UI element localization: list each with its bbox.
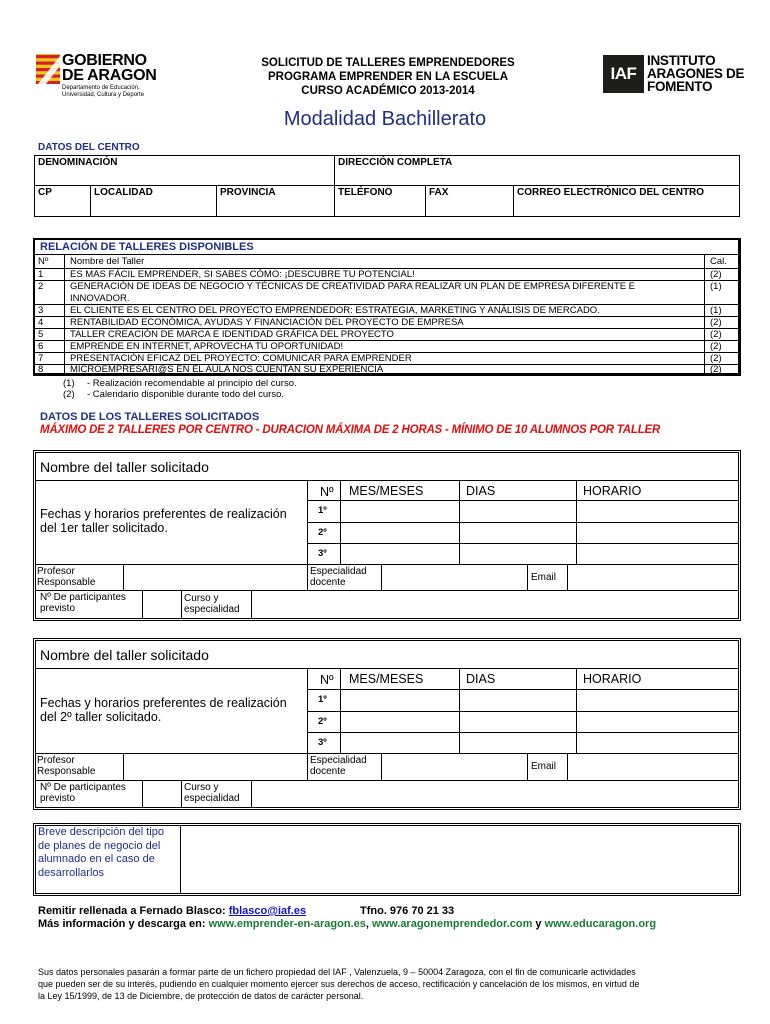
taller1-fechas-line2: del 1er taller solicitado.	[40, 521, 168, 535]
taller2-especialidad-label	[310, 755, 367, 777]
note2-key: (2)	[63, 389, 75, 400]
note1-key: (1)	[63, 378, 75, 389]
taller2-dias-3-field[interactable]	[460, 733, 575, 752]
taller2-curso-label	[184, 782, 240, 804]
talleres-col-cal: Cal.	[710, 256, 727, 267]
taller2-fechas-label	[40, 696, 287, 724]
taller-num-1: 1	[38, 269, 44, 280]
taller1-nombre-field[interactable]	[230, 455, 735, 479]
descripcion-line1: Breve descripción del tipo	[38, 826, 164, 838]
provincia-field[interactable]	[217, 198, 333, 216]
gobierno-department	[62, 85, 144, 99]
taller-name-8: MICROEMPRESARI@S EN EL AULA NOS CUENTAN SU EXPERIENCIA	[70, 364, 384, 375]
taller1-participantes-field[interactable]	[143, 591, 180, 617]
gobierno-line2: DE ARAGON	[62, 67, 157, 84]
correo-field[interactable]	[514, 198, 739, 216]
fax-field[interactable]	[426, 198, 512, 216]
fax-label: FAX	[429, 187, 449, 198]
taller-cal-7: (2)	[710, 353, 722, 364]
taller1-profesor-line1: Profesor	[37, 566, 75, 577]
correo-label: CORREO ELECTRÓNICO DEL CENTRO	[517, 187, 705, 198]
taller2-email-label: Email	[531, 761, 557, 772]
taller2-col-meses: MES/MESES	[349, 672, 424, 686]
taller2-horario-2-field[interactable]	[577, 712, 737, 731]
talleres-heading: RELACIÓN DE TALLERES DISPONIBLES	[40, 241, 254, 253]
taller1-profesor-line2: Responsable	[37, 577, 96, 588]
title-line1: SOLICITUD DE TALLERES EMPRENDEDORES	[261, 57, 515, 69]
taller1-especialidad-line1: Especialidad	[310, 566, 367, 577]
modalidad-title: Modalidad Bachillerato	[283, 108, 487, 130]
taller2-mes-3-field[interactable]	[341, 733, 458, 752]
cp-field[interactable]	[35, 198, 89, 216]
taller1-profesor-field[interactable]	[124, 565, 306, 589]
taller-cal-1: (2)	[710, 269, 722, 280]
taller1-curso-label	[184, 593, 240, 615]
taller1-curso-field[interactable]	[252, 591, 737, 617]
descripcion-field[interactable]	[182, 827, 737, 892]
legal-line3: la Ley 15/1999, de 13 de Diciembre, de protección de datos de carácter personal.	[38, 991, 364, 1001]
taller1-dias-1-field[interactable]	[460, 501, 575, 521]
taller1-ord1: 1º	[318, 505, 327, 516]
taller-num-2: 2	[38, 281, 44, 292]
taller-num-3: 3	[38, 305, 44, 316]
taller2-ord2: 2º	[318, 716, 327, 727]
taller1-profesor-label	[37, 566, 95, 588]
taller2-curso-line1: Curso y	[184, 782, 219, 793]
taller-name-7: PRESENTACIÓN EFICAZ DEL PROYECTO: COMUNICAR PARA EMPRENDER	[70, 353, 412, 364]
taller2-dias-2-field[interactable]	[460, 712, 575, 731]
datos-centro-heading: DATOS DEL CENTRO	[38, 142, 140, 153]
form-title	[230, 56, 546, 98]
taller1-mes-1-field[interactable]	[341, 501, 458, 521]
remitir-text: Remitir rellenada a Fernado Blasco:	[38, 905, 229, 917]
taller-name-2: GENERACIÓN DE IDEAS DE NEGOCIO Y TÉCNICAS DE CREATIVIDAD PARA REALIZAR UN PLAN DE EMPRESA DIFERENTE E	[70, 281, 636, 292]
title-line3: CURSO ACADÉMICO 2013-2014	[301, 85, 475, 97]
legal-notice	[38, 966, 639, 1002]
iaf-logo-text	[647, 54, 744, 93]
taller-name-1: ES MAS FÁCIL EMPRENDER, SI SABES CÓMO: ¡DESCUBRE TU POTENCIAL!	[70, 269, 415, 280]
taller-num-5: 5	[38, 329, 44, 340]
title-line2: PROGRAMA EMPRENDER EN LA ESCUELA	[267, 71, 509, 83]
taller2-email-field[interactable]	[568, 754, 737, 779]
denominacion-field[interactable]	[35, 168, 333, 184]
taller1-col-meses: MES/MESES	[349, 484, 424, 498]
descripcion-line2: de planes de negocio del	[38, 839, 161, 852]
sep2: y	[532, 918, 545, 930]
taller2-mes-2-field[interactable]	[341, 712, 458, 731]
taller-cal-2: (1)	[710, 281, 722, 292]
taller2-nombre-label: Nombre del taller solicitado	[40, 647, 209, 663]
taller-name-3: EL CLIENTE ES EL CENTRO DEL PROYECTO EMPRENDEDOR: ESTRATEGIA, MARKETING Y ANÁLISIS DE MERCADO.	[70, 305, 600, 316]
educaragon-link[interactable]: www.educaragon.org	[544, 918, 657, 930]
taller1-col-horario: HORARIO	[583, 484, 642, 498]
localidad-label: LOCALIDAD	[94, 187, 153, 198]
gobierno-dept-line2: Universidad, Cultura y Deporte	[62, 92, 145, 98]
taller-name-5: TALLER CREACIÓN DE MARCA E IDENTIDAD GRÁFICA DEL PROYECTO	[70, 329, 394, 340]
taller2-horario-1-field[interactable]	[577, 690, 737, 710]
taller2-curso-field[interactable]	[252, 781, 737, 806]
talleres-col-num: Nº	[38, 256, 49, 267]
taller2-dias-1-field[interactable]	[460, 690, 575, 710]
gobierno-line1: GOBIERNO	[62, 52, 147, 69]
taller2-participantes-line1: Nº De participantes	[40, 782, 126, 793]
taller-num-6: 6	[38, 341, 44, 352]
iaf-logo-box: IAF	[603, 55, 644, 93]
taller2-profesor-field[interactable]	[124, 754, 306, 779]
taller2-col-num: Nº	[320, 673, 334, 687]
taller1-participantes-label	[40, 592, 126, 614]
taller1-dias-2-field[interactable]	[460, 523, 575, 542]
note1-text: - Realización recomendable al principio del curso.	[87, 378, 297, 389]
taller2-especialidad-field[interactable]	[382, 754, 526, 779]
taller-cal-6: (2)	[710, 341, 722, 352]
taller2-horario-3-field[interactable]	[577, 733, 737, 752]
taller2-especialidad-line2: docente	[310, 766, 346, 777]
provincia-label: PROVINCIA	[220, 187, 276, 198]
taller1-participantes-line2: previsto	[40, 603, 76, 614]
legal-line1: Sus datos personales pasarán a formar parte de un fichero propiedad del IAF , Valenzuela, 9 – 50004 Zaragoza, con el fin de comunicarle actividades	[38, 967, 636, 977]
taller2-ord3: 3º	[318, 737, 327, 748]
taller2-fechas-line2: del 2º taller solicitado.	[40, 710, 162, 724]
taller2-profesor-label	[37, 755, 95, 777]
taller2-participantes-field[interactable]	[143, 781, 180, 806]
taller1-especialidad-field[interactable]	[382, 565, 526, 589]
note2-text: - Calendario disponible durante todo del curso.	[87, 389, 284, 400]
taller-num-7: 7	[38, 353, 44, 364]
taller1-email-field[interactable]	[568, 565, 737, 589]
taller1-curso-line2: especialidad	[184, 604, 240, 615]
aragonemprendedor-link[interactable]: www.aragonemprendedor.com	[372, 918, 533, 930]
talleres-col-name: Nombre del Taller	[70, 256, 145, 267]
taller-cal-4: (2)	[710, 317, 722, 328]
sep1: ,	[365, 918, 372, 930]
taller-name-6: EMPRENDE EN INTERNET, APROVECHA TU OPORTUNIDAD!	[70, 341, 344, 352]
emprender-link[interactable]: www.emprender-en-aragon.es	[208, 918, 366, 930]
iaf-line1: INSTITUTO	[647, 53, 716, 68]
taller2-col-dias: DIAS	[466, 672, 496, 686]
gobierno-aragon-logo-mark	[36, 54, 60, 84]
telefono-field[interactable]	[335, 198, 424, 216]
taller1-horario-2-field[interactable]	[577, 523, 737, 542]
denominacion-label: DENOMINACIÓN	[38, 157, 118, 168]
taller1-ord2: 2º	[318, 527, 327, 538]
taller1-participantes-line1: Nº De participantes	[40, 592, 126, 603]
taller-name-2-cont: INNOVADOR.	[70, 293, 130, 304]
legal-line2: que pueden ser de su interés, pudiendo en cualquier momento ejercer sus derechos de acceso, rectificación y cancelación de los mismos, en virtud de	[38, 979, 640, 989]
taller2-col-horario: HORARIO	[583, 672, 642, 686]
taller-num-8: 8	[38, 364, 44, 375]
taller-cal-3: (1)	[710, 305, 722, 316]
gobierno-dept-line1: Departamento de Educación,	[62, 85, 140, 91]
taller1-mes-2-field[interactable]	[341, 523, 458, 542]
taller-name-4: RENTABILIDAD ECONÓMICA, AYUDAS Y FINANCIACIÓN DEL PROYECTO DE EMPRESA	[70, 317, 464, 328]
taller2-mes-1-field[interactable]	[341, 690, 458, 710]
descripcion-line3: alumnado en el caso de	[38, 853, 155, 865]
direccion-label: DIRECCIÓN COMPLETA	[338, 157, 453, 168]
taller1-email-label: Email	[531, 572, 557, 583]
remitir-line	[38, 905, 306, 917]
taller-cal-5: (2)	[710, 329, 722, 340]
taller1-curso-line1: Curso y	[184, 593, 219, 604]
taller2-especialidad-line1: Especialidad	[310, 755, 367, 766]
taller1-horario-1-field[interactable]	[577, 501, 737, 521]
direccion-field[interactable]	[335, 168, 739, 184]
gobierno-aragon-logo-text	[62, 53, 157, 83]
solicitados-heading: DATOS DE LOS TALLERES SOLICITADOS	[40, 411, 260, 423]
taller1-mes-3-field[interactable]	[341, 544, 458, 563]
taller1-nombre-label: Nombre del taller solicitado	[40, 459, 209, 475]
telefono-contacto: Tfno. 976 70 21 33	[360, 905, 455, 917]
taller2-ord1: 1º	[318, 694, 327, 705]
cp-label: CP	[38, 187, 52, 198]
taller1-horario-3-field[interactable]	[577, 544, 737, 563]
descripcion-label	[38, 826, 164, 880]
taller1-fechas-label	[40, 507, 287, 535]
mas-informacion-line	[38, 918, 656, 930]
taller2-participantes-label	[40, 782, 126, 804]
taller-num-4: 4	[38, 317, 44, 328]
iaf-line3: FOMENTO	[647, 79, 713, 94]
contact-email-link[interactable]: fblasco@iaf.es	[228, 905, 307, 917]
taller2-profesor-line1: Profesor	[37, 755, 75, 766]
taller1-col-dias: DIAS	[466, 484, 496, 498]
telefono-label: TELÉFONO	[338, 187, 393, 198]
taller2-participantes-line2: previsto	[40, 793, 76, 804]
taller2-profesor-line2: Responsable	[37, 766, 96, 777]
iaf-line2: ARAGONES DE	[647, 66, 745, 81]
taller1-ord3: 3º	[318, 548, 327, 559]
localidad-field[interactable]	[91, 198, 215, 216]
taller1-fechas-line1: Fechas y horarios preferentes de realización	[40, 507, 287, 521]
taller-cal-8: (2)	[710, 364, 722, 375]
taller1-especialidad-label	[310, 566, 367, 588]
taller1-col-num: Nº	[320, 485, 334, 499]
taller1-especialidad-line2: docente	[310, 577, 346, 588]
mas-info-text: Más información y descarga en:	[38, 918, 209, 930]
taller2-fechas-line1: Fechas y horarios preferentes de realización	[40, 696, 287, 710]
taller2-nombre-field[interactable]	[230, 643, 735, 667]
descripcion-line4: desarrollarlos	[38, 866, 105, 879]
taller1-dias-3-field[interactable]	[460, 544, 575, 563]
solicitados-warning: MÁXIMO DE 2 TALLERES POR CENTRO - DURACION MÁXIMA DE 2 HORAS - MÍNIMO DE 10 ALUMNOS POR TALLER	[40, 424, 661, 436]
taller2-curso-line2: especialidad	[184, 793, 240, 804]
